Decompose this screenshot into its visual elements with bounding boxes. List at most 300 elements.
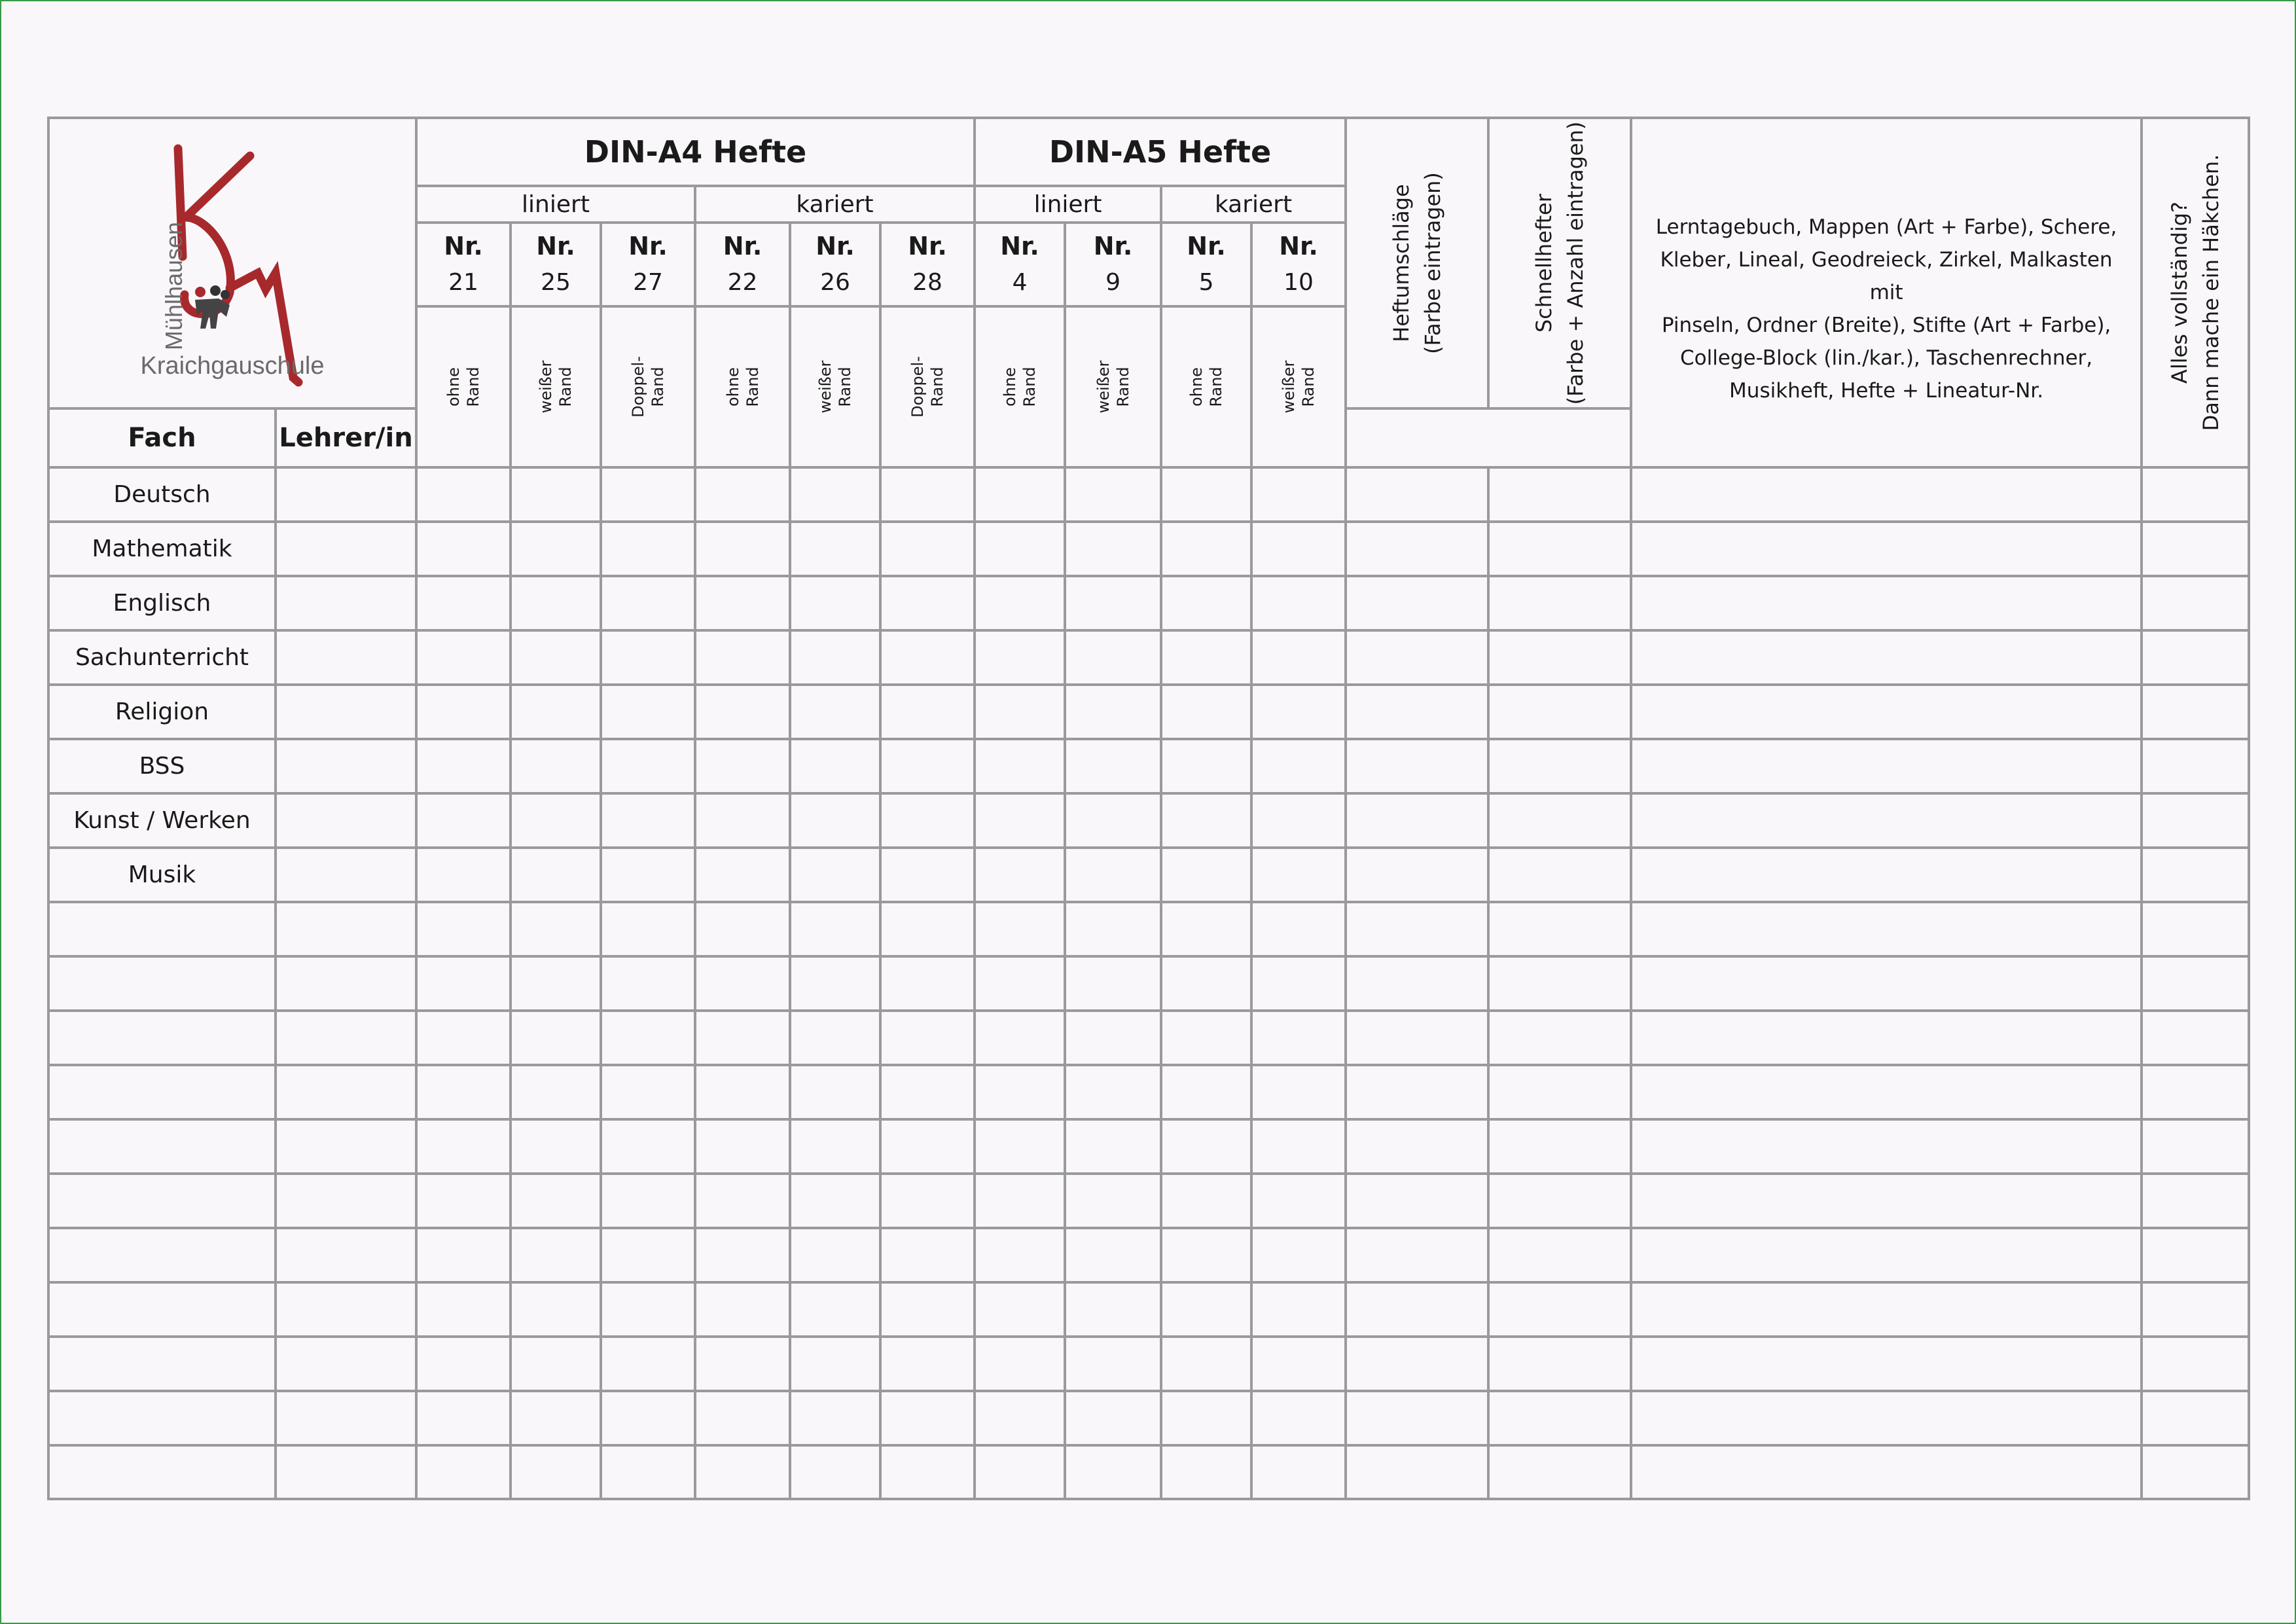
entry-cell[interactable] [1346, 685, 1488, 739]
entry-cell[interactable] [1488, 902, 1631, 956]
entry-cell[interactable] [1488, 1119, 1631, 1174]
entry-cell[interactable] [2142, 793, 2249, 848]
entry-cell[interactable] [1346, 630, 1488, 685]
entry-cell[interactable] [1488, 467, 1631, 522]
subject-cell[interactable] [48, 1174, 276, 1228]
entry-cell[interactable] [1161, 1337, 1251, 1391]
entry-cell[interactable] [1161, 467, 1251, 522]
entry-cell[interactable] [416, 848, 511, 902]
entry-cell[interactable] [1065, 793, 1161, 848]
entry-cell[interactable] [2142, 1119, 2249, 1174]
entry-cell[interactable] [1251, 685, 1346, 739]
entry-cell[interactable] [1251, 793, 1346, 848]
entry-cell[interactable] [695, 1228, 790, 1282]
entry-cell[interactable] [1251, 1391, 1346, 1445]
entry-cell[interactable] [790, 1391, 880, 1445]
entry-cell[interactable] [790, 576, 880, 630]
entry-cell[interactable] [1346, 1337, 1488, 1391]
entry-cell[interactable] [790, 630, 880, 685]
entry-cell[interactable] [1161, 956, 1251, 1011]
entry-cell[interactable] [1065, 685, 1161, 739]
entry-cell[interactable] [1065, 630, 1161, 685]
subject-cell[interactable] [48, 1445, 276, 1499]
subject-cell[interactable]: Deutsch [48, 467, 276, 522]
entry-cell[interactable] [1161, 522, 1251, 576]
entry-cell[interactable] [1631, 685, 2142, 739]
teacher-cell[interactable] [276, 522, 416, 576]
entry-cell[interactable] [1161, 576, 1251, 630]
entry-cell[interactable] [1488, 1391, 1631, 1445]
entry-cell[interactable] [2142, 1391, 2249, 1445]
entry-cell[interactable] [880, 1282, 975, 1337]
entry-cell[interactable] [416, 1228, 511, 1282]
entry-cell[interactable] [1161, 1011, 1251, 1065]
entry-cell[interactable] [1161, 1282, 1251, 1337]
entry-cell[interactable] [1631, 1445, 2142, 1499]
entry-cell[interactable] [790, 793, 880, 848]
entry-cell[interactable] [880, 1391, 975, 1445]
teacher-cell[interactable] [276, 1011, 416, 1065]
entry-cell[interactable] [1488, 576, 1631, 630]
entry-cell[interactable] [1065, 576, 1161, 630]
entry-cell[interactable] [1251, 1011, 1346, 1065]
entry-cell[interactable] [975, 1119, 1065, 1174]
entry-cell[interactable] [511, 1337, 601, 1391]
entry-cell[interactable] [1346, 467, 1488, 522]
entry-cell[interactable] [975, 902, 1065, 956]
entry-cell[interactable] [695, 1337, 790, 1391]
entry-cell[interactable] [975, 848, 1065, 902]
teacher-cell[interactable] [276, 956, 416, 1011]
entry-cell[interactable] [880, 956, 975, 1011]
entry-cell[interactable] [695, 902, 790, 956]
entry-cell[interactable] [1346, 739, 1488, 793]
entry-cell[interactable] [1161, 1065, 1251, 1119]
entry-cell[interactable] [1346, 1065, 1488, 1119]
entry-cell[interactable] [416, 1065, 511, 1119]
entry-cell[interactable] [880, 1445, 975, 1499]
entry-cell[interactable] [1488, 739, 1631, 793]
entry-cell[interactable] [975, 1391, 1065, 1445]
entry-cell[interactable] [511, 630, 601, 685]
entry-cell[interactable] [1065, 1119, 1161, 1174]
teacher-cell[interactable] [276, 793, 416, 848]
entry-cell[interactable] [2142, 1174, 2249, 1228]
entry-cell[interactable] [975, 685, 1065, 739]
entry-cell[interactable] [975, 576, 1065, 630]
entry-cell[interactable] [975, 1011, 1065, 1065]
teacher-cell[interactable] [276, 739, 416, 793]
entry-cell[interactable] [1065, 848, 1161, 902]
entry-cell[interactable] [975, 739, 1065, 793]
subject-cell[interactable] [48, 1337, 276, 1391]
entry-cell[interactable] [601, 522, 695, 576]
entry-cell[interactable] [880, 1337, 975, 1391]
entry-cell[interactable] [1161, 685, 1251, 739]
entry-cell[interactable] [1488, 1282, 1631, 1337]
entry-cell[interactable] [1346, 1228, 1488, 1282]
subject-cell[interactable]: Mathematik [48, 522, 276, 576]
entry-cell[interactable] [601, 630, 695, 685]
entry-cell[interactable] [601, 1119, 695, 1174]
teacher-cell[interactable] [276, 576, 416, 630]
entry-cell[interactable] [416, 630, 511, 685]
entry-cell[interactable] [601, 1065, 695, 1119]
entry-cell[interactable] [975, 1337, 1065, 1391]
entry-cell[interactable] [1251, 956, 1346, 1011]
entry-cell[interactable] [880, 685, 975, 739]
entry-cell[interactable] [416, 1174, 511, 1228]
entry-cell[interactable] [416, 467, 511, 522]
entry-cell[interactable] [695, 467, 790, 522]
entry-cell[interactable] [790, 1337, 880, 1391]
entry-cell[interactable] [880, 467, 975, 522]
subject-cell[interactable] [48, 1119, 276, 1174]
teacher-cell[interactable] [276, 848, 416, 902]
entry-cell[interactable] [1346, 793, 1488, 848]
entry-cell[interactable] [975, 522, 1065, 576]
teacher-cell[interactable] [276, 630, 416, 685]
entry-cell[interactable] [1065, 1391, 1161, 1445]
entry-cell[interactable] [1251, 1282, 1346, 1337]
entry-cell[interactable] [1251, 1445, 1346, 1499]
entry-cell[interactable] [511, 1391, 601, 1445]
entry-cell[interactable] [1065, 902, 1161, 956]
teacher-cell[interactable] [276, 1174, 416, 1228]
entry-cell[interactable] [975, 1065, 1065, 1119]
entry-cell[interactable] [1488, 1011, 1631, 1065]
entry-cell[interactable] [1065, 467, 1161, 522]
entry-cell[interactable] [1488, 630, 1631, 685]
subject-cell[interactable] [48, 1282, 276, 1337]
entry-cell[interactable] [880, 793, 975, 848]
entry-cell[interactable] [1251, 1337, 1346, 1391]
entry-cell[interactable] [1631, 1174, 2142, 1228]
entry-cell[interactable] [1065, 1445, 1161, 1499]
entry-cell[interactable] [1346, 1119, 1488, 1174]
entry-cell[interactable] [2142, 630, 2249, 685]
entry-cell[interactable] [880, 1011, 975, 1065]
entry-cell[interactable] [1161, 630, 1251, 685]
entry-cell[interactable] [880, 1065, 975, 1119]
entry-cell[interactable] [880, 902, 975, 956]
entry-cell[interactable] [880, 1119, 975, 1174]
entry-cell[interactable] [1631, 1011, 2142, 1065]
entry-cell[interactable] [416, 793, 511, 848]
entry-cell[interactable] [790, 956, 880, 1011]
entry-cell[interactable] [1488, 522, 1631, 576]
entry-cell[interactable] [416, 739, 511, 793]
entry-cell[interactable] [695, 848, 790, 902]
entry-cell[interactable] [511, 793, 601, 848]
entry-cell[interactable] [1251, 1228, 1346, 1282]
entry-cell[interactable] [2142, 956, 2249, 1011]
subject-cell[interactable]: Kunst / Werken [48, 793, 276, 848]
entry-cell[interactable] [1488, 1174, 1631, 1228]
entry-cell[interactable] [695, 1119, 790, 1174]
entry-cell[interactable] [1161, 1228, 1251, 1282]
entry-cell[interactable] [601, 1282, 695, 1337]
entry-cell[interactable] [1631, 1065, 2142, 1119]
entry-cell[interactable] [511, 1065, 601, 1119]
entry-cell[interactable] [975, 467, 1065, 522]
entry-cell[interactable] [695, 685, 790, 739]
entry-cell[interactable] [511, 1011, 601, 1065]
teacher-cell[interactable] [276, 1337, 416, 1391]
entry-cell[interactable] [1488, 793, 1631, 848]
entry-cell[interactable] [1251, 848, 1346, 902]
entry-cell[interactable] [880, 630, 975, 685]
subject-cell[interactable] [48, 1011, 276, 1065]
entry-cell[interactable] [1161, 793, 1251, 848]
entry-cell[interactable] [601, 1391, 695, 1445]
entry-cell[interactable] [790, 848, 880, 902]
entry-cell[interactable] [695, 1011, 790, 1065]
entry-cell[interactable] [1251, 467, 1346, 522]
entry-cell[interactable] [1065, 1337, 1161, 1391]
entry-cell[interactable] [601, 848, 695, 902]
entry-cell[interactable] [1631, 1119, 2142, 1174]
teacher-cell[interactable] [276, 1282, 416, 1337]
entry-cell[interactable] [790, 1119, 880, 1174]
entry-cell[interactable] [2142, 467, 2249, 522]
entry-cell[interactable] [975, 630, 1065, 685]
teacher-cell[interactable] [276, 1445, 416, 1499]
entry-cell[interactable] [1346, 576, 1488, 630]
entry-cell[interactable] [975, 1445, 1065, 1499]
entry-cell[interactable] [880, 576, 975, 630]
entry-cell[interactable] [511, 1119, 601, 1174]
entry-cell[interactable] [695, 1445, 790, 1499]
entry-cell[interactable] [695, 576, 790, 630]
entry-cell[interactable] [790, 522, 880, 576]
entry-cell[interactable] [880, 1228, 975, 1282]
entry-cell[interactable] [1346, 1282, 1488, 1337]
entry-cell[interactable] [511, 739, 601, 793]
entry-cell[interactable] [790, 1174, 880, 1228]
teacher-cell[interactable] [276, 902, 416, 956]
entry-cell[interactable] [2142, 522, 2249, 576]
entry-cell[interactable] [1631, 576, 2142, 630]
subject-cell[interactable] [48, 1065, 276, 1119]
entry-cell[interactable] [1631, 1228, 2142, 1282]
entry-cell[interactable] [975, 956, 1065, 1011]
teacher-cell[interactable] [276, 467, 416, 522]
subject-cell[interactable] [48, 1228, 276, 1282]
teacher-cell[interactable] [276, 685, 416, 739]
entry-cell[interactable] [1065, 1011, 1161, 1065]
entry-cell[interactable] [601, 685, 695, 739]
entry-cell[interactable] [1161, 848, 1251, 902]
entry-cell[interactable] [1065, 522, 1161, 576]
subject-cell[interactable] [48, 956, 276, 1011]
entry-cell[interactable] [1488, 1228, 1631, 1282]
entry-cell[interactable] [1346, 1445, 1488, 1499]
entry-cell[interactable] [1161, 739, 1251, 793]
entry-cell[interactable] [1251, 576, 1346, 630]
teacher-cell[interactable] [276, 1391, 416, 1445]
entry-cell[interactable] [416, 685, 511, 739]
entry-cell[interactable] [695, 1391, 790, 1445]
entry-cell[interactable] [695, 522, 790, 576]
entry-cell[interactable] [1631, 848, 2142, 902]
entry-cell[interactable] [790, 1282, 880, 1337]
entry-cell[interactable] [695, 1174, 790, 1228]
entry-cell[interactable] [790, 902, 880, 956]
entry-cell[interactable] [2142, 1445, 2249, 1499]
entry-cell[interactable] [1488, 848, 1631, 902]
entry-cell[interactable] [416, 956, 511, 1011]
entry-cell[interactable] [511, 522, 601, 576]
entry-cell[interactable] [511, 576, 601, 630]
entry-cell[interactable] [511, 1282, 601, 1337]
entry-cell[interactable] [416, 1282, 511, 1337]
entry-cell[interactable] [880, 1174, 975, 1228]
subject-cell[interactable]: Musik [48, 848, 276, 902]
entry-cell[interactable] [1161, 1391, 1251, 1445]
entry-cell[interactable] [1161, 1119, 1251, 1174]
entry-cell[interactable] [1346, 1011, 1488, 1065]
entry-cell[interactable] [1631, 956, 2142, 1011]
teacher-cell[interactable] [276, 1228, 416, 1282]
entry-cell[interactable] [511, 956, 601, 1011]
entry-cell[interactable] [695, 739, 790, 793]
entry-cell[interactable] [1251, 1174, 1346, 1228]
entry-cell[interactable] [601, 576, 695, 630]
subject-cell[interactable]: Religion [48, 685, 276, 739]
entry-cell[interactable] [601, 956, 695, 1011]
entry-cell[interactable] [1251, 630, 1346, 685]
entry-cell[interactable] [1488, 1065, 1631, 1119]
entry-cell[interactable] [1065, 956, 1161, 1011]
entry-cell[interactable] [790, 1228, 880, 1282]
entry-cell[interactable] [1346, 956, 1488, 1011]
entry-cell[interactable] [695, 956, 790, 1011]
entry-cell[interactable] [416, 1391, 511, 1445]
entry-cell[interactable] [1065, 1174, 1161, 1228]
entry-cell[interactable] [1251, 1119, 1346, 1174]
entry-cell[interactable] [511, 685, 601, 739]
subject-cell[interactable] [48, 902, 276, 956]
subject-cell[interactable]: BSS [48, 739, 276, 793]
entry-cell[interactable] [2142, 1065, 2249, 1119]
entry-cell[interactable] [2142, 1228, 2249, 1282]
entry-cell[interactable] [790, 739, 880, 793]
entry-cell[interactable] [1346, 1174, 1488, 1228]
subject-cell[interactable]: Englisch [48, 576, 276, 630]
entry-cell[interactable] [1346, 522, 1488, 576]
entry-cell[interactable] [1065, 739, 1161, 793]
entry-cell[interactable] [695, 630, 790, 685]
entry-cell[interactable] [2142, 1011, 2249, 1065]
entry-cell[interactable] [1251, 902, 1346, 956]
entry-cell[interactable] [601, 793, 695, 848]
entry-cell[interactable] [975, 1228, 1065, 1282]
entry-cell[interactable] [511, 848, 601, 902]
entry-cell[interactable] [1065, 1282, 1161, 1337]
entry-cell[interactable] [790, 1065, 880, 1119]
entry-cell[interactable] [511, 1228, 601, 1282]
entry-cell[interactable] [1346, 1391, 1488, 1445]
entry-cell[interactable] [1161, 1445, 1251, 1499]
entry-cell[interactable] [880, 848, 975, 902]
entry-cell[interactable] [511, 1174, 601, 1228]
entry-cell[interactable] [1161, 1174, 1251, 1228]
entry-cell[interactable] [2142, 739, 2249, 793]
entry-cell[interactable] [416, 1445, 511, 1499]
entry-cell[interactable] [975, 793, 1065, 848]
entry-cell[interactable] [1346, 902, 1488, 956]
entry-cell[interactable] [695, 1282, 790, 1337]
entry-cell[interactable] [601, 1174, 695, 1228]
entry-cell[interactable] [1631, 630, 2142, 685]
entry-cell[interactable] [601, 1011, 695, 1065]
entry-cell[interactable] [1251, 522, 1346, 576]
entry-cell[interactable] [1631, 1282, 2142, 1337]
entry-cell[interactable] [880, 522, 975, 576]
subject-cell[interactable]: Sachunterricht [48, 630, 276, 685]
entry-cell[interactable] [416, 902, 511, 956]
entry-cell[interactable] [416, 576, 511, 630]
entry-cell[interactable] [601, 1337, 695, 1391]
entry-cell[interactable] [416, 1337, 511, 1391]
entry-cell[interactable] [2142, 848, 2249, 902]
entry-cell[interactable] [1631, 902, 2142, 956]
entry-cell[interactable] [975, 1174, 1065, 1228]
entry-cell[interactable] [2142, 685, 2249, 739]
entry-cell[interactable] [1631, 1391, 2142, 1445]
entry-cell[interactable] [1065, 1065, 1161, 1119]
entry-cell[interactable] [695, 1065, 790, 1119]
entry-cell[interactable] [790, 1445, 880, 1499]
entry-cell[interactable] [416, 1011, 511, 1065]
entry-cell[interactable] [1251, 1065, 1346, 1119]
entry-cell[interactable] [1065, 1228, 1161, 1282]
entry-cell[interactable] [511, 902, 601, 956]
entry-cell[interactable] [975, 1282, 1065, 1337]
entry-cell[interactable] [790, 1011, 880, 1065]
entry-cell[interactable] [1251, 739, 1346, 793]
entry-cell[interactable] [2142, 576, 2249, 630]
entry-cell[interactable] [790, 685, 880, 739]
subject-cell[interactable] [48, 1391, 276, 1445]
entry-cell[interactable] [511, 467, 601, 522]
entry-cell[interactable] [601, 1228, 695, 1282]
teacher-cell[interactable] [276, 1119, 416, 1174]
entry-cell[interactable] [1346, 848, 1488, 902]
entry-cell[interactable] [1631, 739, 2142, 793]
entry-cell[interactable] [511, 1445, 601, 1499]
entry-cell[interactable] [2142, 902, 2249, 956]
entry-cell[interactable] [2142, 1337, 2249, 1391]
entry-cell[interactable] [1631, 793, 2142, 848]
entry-cell[interactable] [2142, 1282, 2249, 1337]
entry-cell[interactable] [1488, 685, 1631, 739]
entry-cell[interactable] [601, 467, 695, 522]
entry-cell[interactable] [1631, 522, 2142, 576]
entry-cell[interactable] [1161, 902, 1251, 956]
entry-cell[interactable] [695, 793, 790, 848]
entry-cell[interactable] [1631, 1337, 2142, 1391]
entry-cell[interactable] [1631, 467, 2142, 522]
entry-cell[interactable] [880, 739, 975, 793]
entry-cell[interactable] [416, 1119, 511, 1174]
teacher-cell[interactable] [276, 1065, 416, 1119]
entry-cell[interactable] [601, 1445, 695, 1499]
entry-cell[interactable] [790, 467, 880, 522]
entry-cell[interactable] [416, 522, 511, 576]
entry-cell[interactable] [1488, 956, 1631, 1011]
